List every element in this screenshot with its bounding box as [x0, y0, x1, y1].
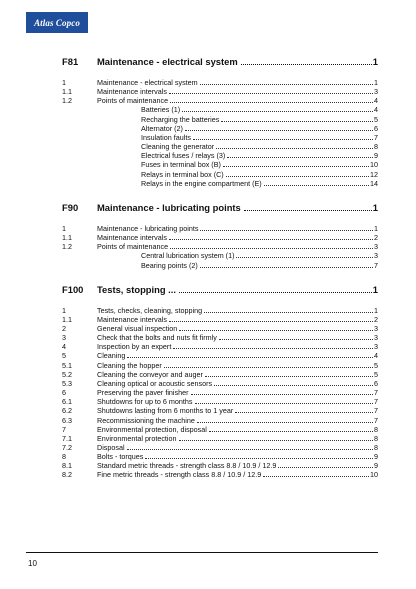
- dot-leader: [170, 248, 373, 249]
- entry-number: 7.1: [62, 433, 72, 443]
- entry-page: 1: [374, 305, 378, 315]
- page-number: 10: [28, 559, 37, 568]
- entry-number: 6.3: [62, 415, 72, 425]
- toc-section-f90: [62, 202, 378, 270]
- toc-entry[interactable]: [62, 133, 378, 142]
- entry-number: 6.2: [62, 406, 72, 416]
- entry-page: 6: [374, 123, 378, 133]
- toc-entry[interactable]: [62, 115, 378, 124]
- dot-leader: [216, 148, 373, 149]
- toc-entry[interactable]: [62, 388, 378, 397]
- dot-leader: [214, 385, 373, 386]
- entry-page: 3: [374, 251, 378, 261]
- atlas-copco-logo: [26, 12, 88, 33]
- entry-title: Points of maintenance: [97, 96, 169, 106]
- toc-entry[interactable]: [62, 333, 378, 342]
- entry-title: Disposal: [97, 443, 125, 452]
- section-page: 1: [372, 56, 378, 67]
- entry-title: Check that the bolts and nuts fit firmly: [97, 333, 217, 343]
- entry-page: 3: [374, 342, 378, 352]
- dot-leader: [205, 376, 373, 377]
- entry-page: 7: [374, 388, 378, 398]
- entry-page: 5: [374, 369, 378, 379]
- entry-title: Bolts - torques: [97, 452, 144, 462]
- entry-title: Cleaning the conveyor and auger: [97, 369, 203, 379]
- toc-entry[interactable]: [62, 233, 378, 242]
- toc-entry[interactable]: [62, 179, 378, 188]
- toc-entry[interactable]: [62, 142, 378, 151]
- section-page: 1: [372, 283, 378, 295]
- dot-leader: [179, 292, 372, 293]
- entry-page: 2: [374, 314, 378, 324]
- dot-leader: [200, 267, 373, 268]
- entry-number: 1.2: [62, 242, 72, 252]
- section-code: F81: [62, 56, 79, 67]
- toc-entry[interactable]: [62, 242, 378, 251]
- toc-entry[interactable]: [62, 78, 378, 87]
- entry-page: 5: [374, 114, 378, 124]
- toc-entry[interactable]: [62, 306, 378, 315]
- entry-page: 7: [374, 397, 378, 407]
- entry-page: 10: [370, 160, 378, 170]
- section-heading[interactable]: [62, 56, 378, 67]
- entry-number: 8.1: [62, 461, 72, 471]
- dot-leader: [191, 394, 374, 395]
- entry-number: 1.2: [62, 96, 72, 106]
- toc-entry[interactable]: [62, 397, 378, 406]
- entry-title: Environmental protection, disposal: [97, 424, 207, 434]
- dot-leader: [200, 84, 373, 85]
- section-heading[interactable]: [62, 284, 378, 295]
- entry-page: 4: [374, 351, 378, 361]
- entry-number: 1.1: [62, 314, 72, 324]
- toc-entry[interactable]: [62, 461, 378, 470]
- dot-leader: [127, 357, 373, 358]
- entry-title: Inspection by an expert: [97, 342, 172, 352]
- toc-entry[interactable]: [62, 124, 378, 133]
- entry-page: 6: [374, 378, 378, 388]
- dot-leader: [263, 476, 369, 477]
- entry-page: 4: [374, 105, 378, 115]
- entry-page: 4: [374, 96, 378, 106]
- toc-entry[interactable]: [62, 315, 378, 324]
- entry-page: 3: [374, 333, 378, 343]
- entry-page: 9: [374, 452, 378, 462]
- toc-entry[interactable]: [62, 224, 378, 233]
- entry-title: Standard metric threads - strength class 8.8 / 10.9 / 12.9: [97, 461, 277, 471]
- entry-number: 8.2: [62, 470, 72, 480]
- dot-leader: [278, 467, 373, 468]
- toc-entry[interactable]: [62, 251, 378, 260]
- entry-number: 7.2: [62, 443, 72, 452]
- entry-title: Environmental protection: [97, 433, 177, 443]
- entry-number: 1.1: [62, 87, 72, 97]
- toc-entry[interactable]: [62, 443, 378, 452]
- entry-number: 4: [62, 342, 66, 352]
- dot-leader: [173, 348, 373, 349]
- entry-title: Maintenance intervals: [97, 87, 167, 97]
- entry-page: 9: [374, 151, 378, 161]
- entry-title: Preserving the paver finisher: [97, 388, 189, 398]
- entry-title: Insulation faults: [141, 132, 191, 142]
- toc-entry[interactable]: [62, 416, 378, 425]
- entry-number: 6: [62, 388, 66, 398]
- dot-leader: [219, 339, 373, 340]
- toc-entry[interactable]: [62, 406, 378, 415]
- entry-title: Relays in the engine compartment (E): [141, 178, 262, 188]
- toc-entry[interactable]: [62, 470, 378, 479]
- entry-page: 7: [374, 415, 378, 425]
- toc-entry[interactable]: [62, 434, 378, 443]
- entry-page: 14: [370, 178, 378, 188]
- entry-title: Central lubrication system (1): [141, 251, 235, 261]
- entry-title: Tests, checks, cleaning, stopping: [97, 305, 203, 315]
- entry-page: 3: [374, 242, 378, 252]
- toc-section-f100: [62, 284, 378, 480]
- toc-entry[interactable]: [62, 170, 378, 179]
- entry-number: 8: [62, 452, 66, 462]
- entry-page: 7: [374, 406, 378, 416]
- entry-number: 5.2: [62, 369, 72, 379]
- entry-page: 8: [374, 433, 378, 443]
- entry-number: 1: [62, 223, 66, 233]
- entry-title: Maintenance - lubricating points: [97, 223, 199, 233]
- entry-page: 8: [374, 443, 378, 452]
- dot-leader: [169, 239, 373, 240]
- entry-number: 1: [62, 305, 66, 315]
- toc-entry[interactable]: [62, 324, 378, 333]
- entry-number: 7: [62, 424, 66, 434]
- entry-title: Points of maintenance: [97, 242, 169, 252]
- entry-number: 5.3: [62, 378, 72, 388]
- dot-leader: [169, 321, 373, 322]
- section-title: Maintenance - lubricating points: [97, 201, 241, 213]
- entry-title: Bearing points (2): [141, 260, 198, 270]
- dot-leader: [236, 257, 373, 258]
- entry-number: 1.1: [62, 233, 72, 243]
- entry-page: 3: [374, 87, 378, 97]
- entry-title: Cleaning the generator: [141, 142, 215, 152]
- dot-leader: [182, 111, 373, 112]
- toc-entry[interactable]: [62, 370, 378, 379]
- dot-leader: [169, 93, 373, 94]
- dot-leader: [164, 367, 373, 368]
- entry-page: 7: [374, 260, 378, 270]
- dot-leader: [193, 139, 373, 140]
- toc-entry[interactable]: [62, 96, 378, 105]
- entry-title: Cleaning the hopper: [97, 360, 162, 370]
- dot-leader: [221, 121, 373, 122]
- entry-title: Shutdowns for up to 6 months: [97, 397, 193, 407]
- toc-entry[interactable]: [62, 105, 378, 114]
- entry-title: Maintenance intervals: [97, 314, 167, 324]
- entry-title: Batteries (1): [141, 105, 181, 115]
- toc-entry[interactable]: [62, 261, 378, 270]
- entry-page: 7: [374, 132, 378, 142]
- entry-page: 1: [374, 223, 378, 233]
- entry-page: 5: [374, 360, 378, 370]
- entry-title: General visual inspection: [97, 323, 178, 333]
- entry-page: 1: [374, 78, 378, 87]
- section-title: Maintenance - electrical system: [97, 56, 238, 67]
- entry-title: Shutdowns lasting from 6 months to 1 year: [97, 406, 234, 416]
- dot-leader: [235, 412, 373, 413]
- entry-page: 9: [374, 461, 378, 471]
- toc-entry[interactable]: [62, 342, 378, 351]
- entry-title: Cleaning optical or acoustic sensors: [97, 378, 213, 388]
- entry-title: Electrical fuses / relays (3): [141, 151, 226, 161]
- dot-leader: [200, 230, 373, 231]
- entry-number: 3: [62, 333, 66, 343]
- dot-leader: [223, 166, 369, 167]
- dot-leader: [244, 210, 372, 211]
- entry-number: 2: [62, 323, 66, 333]
- dot-leader: [264, 185, 369, 186]
- toc-entry[interactable]: [62, 425, 378, 434]
- entry-title: Cleaning: [97, 351, 126, 361]
- entry-title: Fine metric threads - strength class 8.8 / 10.9 / 12.9: [97, 470, 262, 480]
- dot-leader: [241, 64, 372, 65]
- entry-number: 1: [62, 78, 66, 87]
- section-page: 1: [372, 201, 378, 213]
- entry-title: Alternator (2): [141, 123, 183, 133]
- dot-leader: [170, 102, 373, 103]
- entry-number: 5.1: [62, 360, 72, 370]
- entry-page: 8: [374, 142, 378, 152]
- entry-title: Recharging the batteries: [141, 114, 220, 124]
- dot-leader: [197, 422, 373, 423]
- entry-page: 2: [374, 233, 378, 243]
- toc-section-f81: [62, 56, 378, 188]
- dot-leader: [209, 431, 373, 432]
- dot-leader: [127, 449, 373, 450]
- table-of-contents: [62, 56, 378, 494]
- entry-page: 12: [370, 169, 378, 179]
- dot-leader: [179, 330, 373, 331]
- entry-page: 8: [374, 424, 378, 434]
- entry-number: 5: [62, 351, 66, 361]
- section-code: F90: [62, 201, 79, 213]
- entry-title: Recommissioning the machine: [97, 415, 195, 425]
- toc-entry[interactable]: [62, 379, 378, 388]
- toc-entry[interactable]: [62, 452, 378, 461]
- toc-entry[interactable]: [62, 87, 378, 96]
- dot-leader: [185, 130, 373, 131]
- dot-leader: [227, 157, 373, 158]
- logo-text: Atlas Copco: [34, 17, 80, 28]
- section-title: Tests, stopping ...: [97, 283, 176, 295]
- entry-page: 3: [374, 323, 378, 333]
- entry-page: 10: [370, 470, 378, 480]
- dot-leader: [195, 403, 374, 404]
- entry-title: Maintenance - electrical system: [97, 78, 198, 87]
- entry-title: Relays in terminal box (C): [141, 169, 224, 179]
- entry-title: Maintenance intervals: [97, 233, 167, 243]
- section-code: F100: [62, 283, 84, 295]
- toc-entry[interactable]: [62, 160, 378, 169]
- toc-entry[interactable]: [62, 151, 378, 160]
- toc-entry[interactable]: [62, 361, 378, 370]
- toc-entry[interactable]: [62, 351, 378, 360]
- footer-divider: [26, 552, 378, 553]
- dot-leader: [179, 440, 373, 441]
- dot-leader: [204, 312, 373, 313]
- entry-title: Fuses in terminal box (B): [141, 160, 221, 170]
- dot-leader: [145, 458, 373, 459]
- dot-leader: [226, 176, 369, 177]
- entry-number: 6.1: [62, 397, 72, 407]
- section-heading[interactable]: [62, 202, 378, 213]
